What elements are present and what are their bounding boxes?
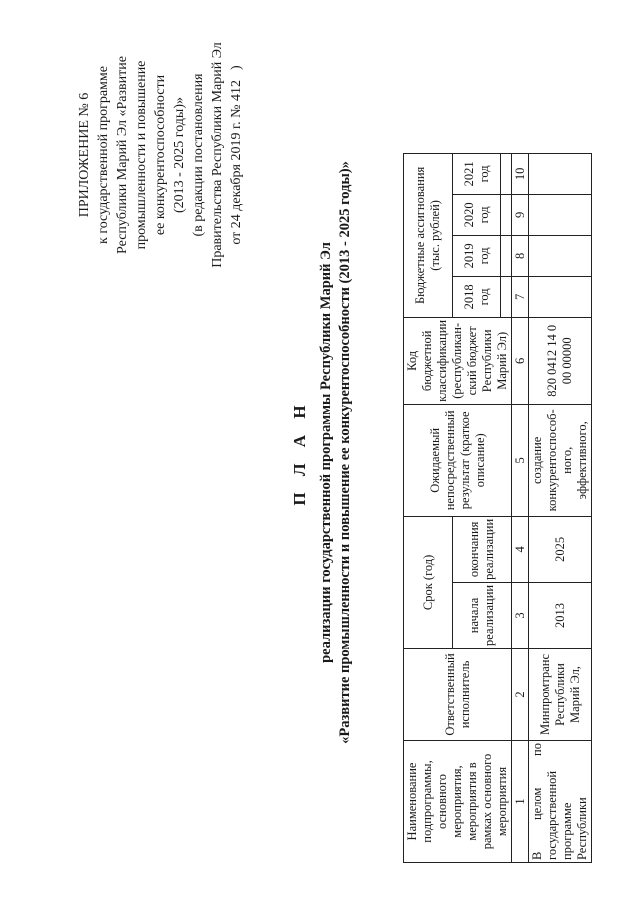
row-start: 2013 xyxy=(529,582,592,648)
appendix-line: промышленности и повышение xyxy=(134,60,149,250)
header-result: Ожидаемый непосредственный результат (краткое описание) xyxy=(404,404,512,516)
table-row xyxy=(529,153,592,862)
header-allocations: Бюджетные ассигнования (тыс. рублей) xyxy=(404,153,453,317)
column-number: 2 xyxy=(512,649,529,741)
row-code: 820 0412 14 0 00 00000 xyxy=(529,317,592,404)
column-number: 4 xyxy=(512,516,529,582)
appendix-date: от 24 декабря 2019 г. № 412 xyxy=(229,80,244,245)
header-year-spacer xyxy=(501,235,512,276)
header-year: 2019 год xyxy=(453,235,501,276)
row-result: создание конкурентоспособ-ного, эффективного, xyxy=(529,404,592,516)
header-period-end: окончания реализации xyxy=(453,516,512,582)
header-year: 2018 год xyxy=(453,276,501,317)
column-number: 10 xyxy=(512,153,529,194)
row-amount xyxy=(529,153,592,194)
header-executor: Ответственный исполнитель xyxy=(404,649,512,741)
header-budget-code: Код бюджетной классификации (республикан-ский бюджет Республики Марий Эл) xyxy=(404,317,512,404)
header-period: Срок (год) xyxy=(404,516,453,648)
row-amount xyxy=(529,235,592,276)
header-year-spacer xyxy=(501,153,512,194)
header-period-start: начала реализации xyxy=(453,582,512,648)
header-year-spacer xyxy=(501,276,512,317)
column-number: 1 xyxy=(512,741,529,863)
column-number: 8 xyxy=(512,235,529,276)
plan-subtitle-line2: «Развитие промышленности и повышение ее конкурентоспособности (2013 - 2025 годы)» xyxy=(337,161,353,744)
appendix-line: Правительства Республики Марий Эл xyxy=(210,42,225,268)
plan-heading: П Л А Н xyxy=(290,399,309,506)
appendix-line: ее конкурентоспособности xyxy=(153,74,168,236)
row-executor: Минпромтранс Республики Марий Эл, xyxy=(529,649,592,741)
appendix-line: к государственной программе xyxy=(96,66,111,244)
row-name: В целом по государственной программе Республики xyxy=(529,741,592,863)
appendix-line: (в редакции постановления xyxy=(191,73,206,237)
appendix-line: ПРИЛОЖЕНИЕ № 6 xyxy=(77,92,92,218)
plan-table xyxy=(403,153,592,863)
column-number: 9 xyxy=(512,194,529,235)
appendix-block xyxy=(75,37,246,273)
column-number: 6 xyxy=(512,317,529,404)
header-year: 2020 год xyxy=(453,194,501,235)
header-year: 2021 год xyxy=(453,153,501,194)
appendix-line: (2013 - 2025 годы)» xyxy=(172,97,187,214)
appendix-date-line xyxy=(227,37,246,273)
header-name: Наименование подпрограммы, основного мероприятия, мероприятия в рамках основного мероприятия xyxy=(404,741,512,863)
appendix-line: Республики Марий Эл «Развитие xyxy=(115,56,130,254)
appendix-date-bracket: ) xyxy=(229,65,244,70)
column-number: 7 xyxy=(512,276,529,317)
column-number: 5 xyxy=(512,404,529,516)
row-amount xyxy=(529,276,592,317)
row-end: 2025 xyxy=(529,516,592,582)
row-amount xyxy=(529,194,592,235)
column-number-row xyxy=(512,153,529,862)
plan-subtitle-line1: реализации государственной программы Республики Марий Эл xyxy=(318,242,334,663)
header-year-spacer xyxy=(501,194,512,235)
column-number: 3 xyxy=(512,582,529,648)
